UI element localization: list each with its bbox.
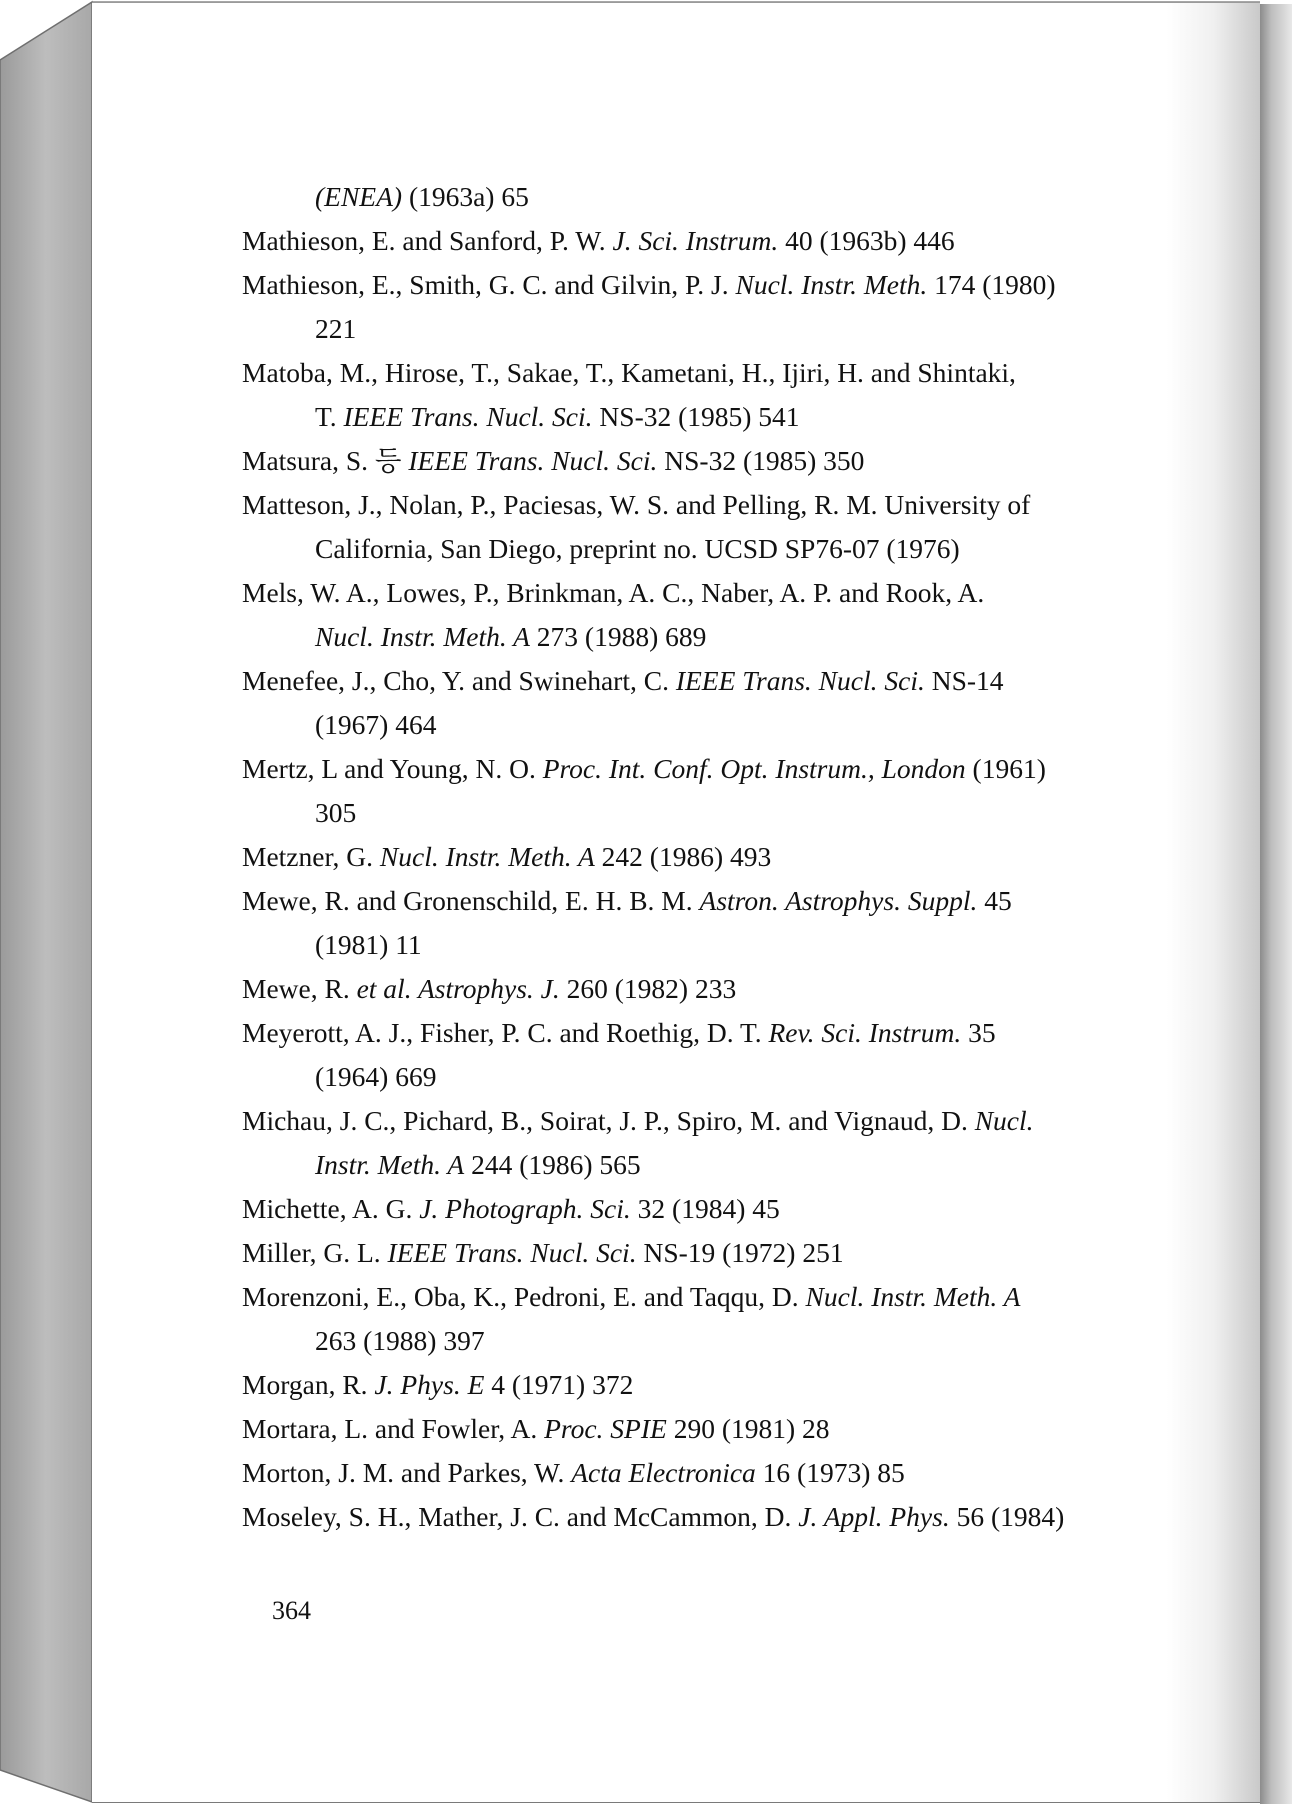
reference-text: (1961) (965, 753, 1046, 784)
reference-text: Mertz, L and Young, N. O. (242, 753, 543, 784)
reference-text: Matsura, S. 등 (242, 445, 409, 476)
reference-entry (242, 1011, 1142, 1099)
reference-text: Mewe, R. (242, 973, 357, 1004)
reference-text: Meyerott, A. J., Fisher, P. C. and Roethig, D. T. (242, 1017, 769, 1048)
reference-line (242, 263, 1142, 307)
reference-journal-text: Nucl. Instr. Meth. A (315, 621, 530, 652)
reference-text: NS-19 (1972) 251 (636, 1237, 844, 1268)
reference-journal-text: J. Photograph. Sci. (419, 1193, 631, 1224)
reference-line (242, 703, 1142, 747)
reference-text: 174 (1980) (927, 269, 1056, 300)
reference-entry (242, 263, 1142, 351)
reference-line (242, 1143, 1142, 1187)
reference-entry (242, 175, 1142, 219)
reference-text: NS-32 (1985) 541 (592, 401, 800, 432)
reference-text: Michau, J. C., Pichard, B., Soirat, J. P., Spiro, M. and Vignaud, D. (242, 1105, 975, 1136)
reference-line (242, 923, 1142, 967)
reference-text: 32 (1984) 45 (630, 1193, 780, 1224)
reference-journal-text: IEEE Trans. Nucl. Sci. (387, 1237, 637, 1268)
reference-entry (242, 1187, 1142, 1231)
reference-line (242, 1319, 1142, 1363)
reference-line (242, 571, 1142, 615)
reference-text: 242 (1986) 493 (594, 841, 772, 872)
reference-entry (242, 1407, 1142, 1451)
reference-entry (242, 1495, 1142, 1539)
reference-entry (242, 835, 1142, 879)
reference-text: Mewe, R. and Gronenschild, E. H. B. M. (242, 885, 700, 916)
reference-text: 40 (1963b) 446 (778, 225, 955, 256)
reference-journal-text: Nucl. (974, 1105, 1034, 1136)
reference-journal-text: J. Appl. Phys. (798, 1501, 950, 1532)
reference-line (242, 483, 1142, 527)
reference-line (242, 791, 1142, 835)
reference-line (242, 659, 1142, 703)
reference-text: 263 (1988) 397 (315, 1325, 485, 1356)
reference-text: T. (315, 401, 344, 432)
reference-text: NS-32 (1985) 350 (657, 445, 865, 476)
reference-journal-text: IEEE Trans. Nucl. Sci. (408, 445, 658, 476)
reference-journal-text: Astron. Astrophys. Suppl. (699, 885, 978, 916)
reference-text: Moseley, S. H., Mather, J. C. and McCammon, D. (242, 1501, 799, 1532)
reference-journal-text: Instr. Meth. A (315, 1149, 465, 1180)
reference-text: (1963a) 65 (402, 181, 529, 212)
reference-line (242, 747, 1142, 791)
reference-text: 244 (1986) 565 (464, 1149, 641, 1180)
reference-text: Morenzoni, E., Oba, K., Pedroni, E. and Taqqu, D. (242, 1281, 806, 1312)
reference-line (242, 1099, 1142, 1143)
reference-line (242, 879, 1142, 923)
reference-entry (242, 351, 1142, 439)
reference-journal-text: J. Phys. E (374, 1369, 485, 1400)
reference-journal-text: IEEE Trans. Nucl. Sci. (675, 665, 925, 696)
reference-text: Matteson, J., Nolan, P., Paciesas, W. S. and Pelling, R. M. University of (242, 489, 1031, 520)
page-number: 364 (272, 1596, 311, 1625)
reference-line (242, 615, 1142, 659)
reference-text: 221 (315, 313, 357, 344)
reference-text: Metzner, G. (242, 841, 380, 872)
reference-entry (242, 967, 1142, 1011)
reference-line (242, 1407, 1142, 1451)
reference-journal-text: Acta Electronica (571, 1457, 756, 1488)
reference-text: Mathieson, E. and Sanford, P. W. (242, 225, 613, 256)
reference-text: 260 (1982) 233 (559, 973, 737, 1004)
reference-line (242, 527, 1142, 571)
reference-text: Mels, W. A., Lowes, P., Brinkman, A. C., Naber, A. P. and Rook, A. (242, 577, 985, 608)
reference-journal-text: Nucl. Instr. Meth. (735, 269, 928, 300)
reference-line (242, 835, 1142, 879)
reference-text: (1967) 464 (315, 709, 437, 740)
reference-journal-text: Nucl. Instr. Meth. A (805, 1281, 1021, 1312)
reference-journal-text: Nucl. Instr. Meth. A (379, 841, 595, 872)
page-edge-shadow (1260, 4, 1292, 1804)
reference-journal-text: et al. Astrophys. J. (356, 973, 560, 1004)
reference-text: 273 (1988) 689 (529, 621, 707, 652)
reference-line (242, 1495, 1142, 1539)
reference-text: 16 (1973) 85 (755, 1457, 905, 1488)
reference-line (242, 1187, 1142, 1231)
reference-line (242, 1451, 1142, 1495)
reference-entry (242, 1231, 1142, 1275)
reference-journal-text: Proc. Int. Conf. Opt. Instrum., London (542, 753, 966, 784)
reference-entry (242, 1099, 1142, 1187)
reference-journal-text: IEEE Trans. Nucl. Sci. (343, 401, 593, 432)
reference-list (242, 175, 1142, 1539)
reference-line (242, 175, 1142, 219)
reference-entry (242, 219, 1142, 263)
reference-text: 290 (1981) 28 (666, 1413, 830, 1444)
reference-text: Morton, J. M. and Parkes, W. (242, 1457, 572, 1488)
reference-text: Mortara, L. and Fowler, A. (242, 1413, 545, 1444)
reference-entry (242, 571, 1142, 659)
reference-line (242, 219, 1142, 263)
reference-text: (1964) 669 (315, 1061, 437, 1092)
reference-line (242, 1231, 1142, 1275)
reference-entry (242, 1363, 1142, 1407)
reference-line (242, 307, 1142, 351)
reference-text: 45 (977, 885, 1012, 916)
reference-line (242, 1011, 1142, 1055)
reference-text: Michette, A. G. (242, 1193, 420, 1224)
reference-text: 4 (1971) 372 (484, 1369, 634, 1400)
reference-line (242, 1275, 1142, 1319)
reference-text: NS-14 (924, 665, 1004, 696)
reference-entry (242, 747, 1142, 835)
reference-line (242, 439, 1142, 483)
reference-entry (242, 659, 1142, 747)
reference-entry (242, 1451, 1142, 1495)
reference-text: (1981) 11 (315, 929, 422, 960)
reference-text: Matoba, M., Hirose, T., Sakae, T., Kametani, H., Ijiri, H. and Shintaki, (242, 357, 1016, 388)
reference-line (242, 1055, 1142, 1099)
reference-entry (242, 483, 1142, 571)
reference-line (242, 1363, 1142, 1407)
reference-text: Mathieson, E., Smith, G. C. and Gilvin, P. J. (242, 269, 736, 300)
reference-text: California, San Diego, preprint no. UCSD SP76-07 (1976) (315, 533, 960, 564)
reference-text: 35 (961, 1017, 996, 1048)
reference-journal-text: J. Sci. Instrum. (612, 225, 779, 256)
reference-line (242, 351, 1142, 395)
reference-text: Miller, G. L. (242, 1237, 388, 1268)
reference-journal-text: Proc. SPIE (544, 1413, 667, 1444)
reference-entry (242, 439, 1142, 483)
reference-journal-text: Rev. Sci. Instrum. (768, 1017, 962, 1048)
reference-line (242, 967, 1142, 1011)
reference-text: 56 (1984) (949, 1501, 1065, 1532)
reference-entry (242, 879, 1142, 967)
reference-text: Morgan, R. (242, 1369, 375, 1400)
reference-journal-text: (ENEA) (315, 181, 403, 212)
reference-text: 305 (315, 797, 357, 828)
reference-line (242, 395, 1142, 439)
reference-text: Menefee, J., Cho, Y. and Swinehart, C. (242, 665, 676, 696)
reference-entry (242, 1275, 1142, 1363)
